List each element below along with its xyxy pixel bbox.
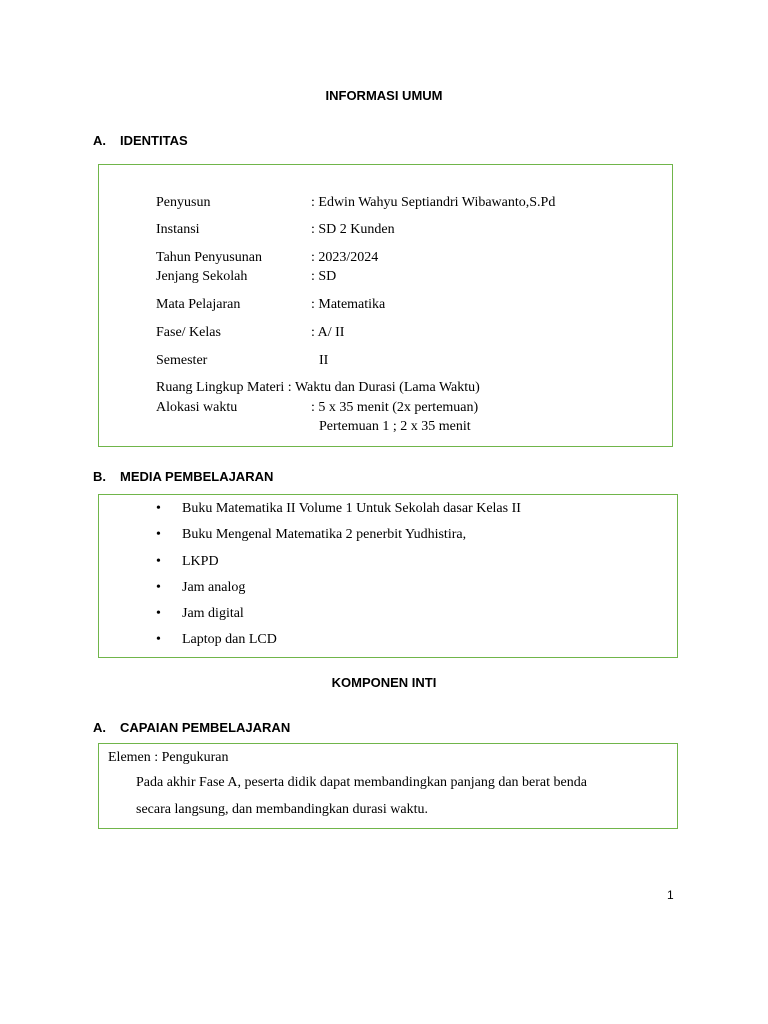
page-title: INFORMASI UMUM — [325, 88, 443, 103]
media-list-item: • Buku Matematika II Volume 1 Untuk Sekolah dasar Kelas II — [182, 502, 521, 516]
page-number: 1 — [667, 888, 674, 902]
identitas-value: : SD 2 Kunden — [311, 222, 395, 237]
media-list-item: • LKPD — [182, 555, 219, 569]
media-list-item: • Jam digital — [182, 607, 244, 621]
section-letter-capaian: A. — [93, 720, 106, 735]
section-heading-identitas: IDENTITAS — [120, 133, 188, 148]
identitas-value: : Edwin Wahyu Septiandri Wibawanto,S.Pd — [311, 195, 556, 210]
section-heading-media: MEDIA PEMBELAJARAN — [120, 469, 274, 484]
media-list-item: • Buku Mengenal Matematika 2 penerbit Yudhistira, — [182, 528, 466, 542]
identitas-label: Alokasi waktu — [156, 400, 238, 415]
identitas-label: Ruang Lingkup Materi : Waktu dan Durasi (Lama Waktu) — [156, 380, 480, 395]
identitas-value: : Matematika — [311, 297, 386, 312]
identitas-label: Semester — [156, 353, 208, 368]
identitas-value: Pertemuan 1 ; 2 x 35 menit — [319, 419, 471, 434]
identitas-value: II — [319, 353, 329, 368]
capaian-text-line: Pada akhir Fase A, peserta didik dapat membandingkan panjang dan berat benda — [136, 775, 587, 790]
identitas-label: Jenjang Sekolah — [156, 269, 248, 284]
identitas-value: : SD — [311, 269, 337, 284]
capaian-elemen: Elemen : Pengukuran — [108, 750, 229, 765]
identitas-value: : A/ II — [311, 325, 345, 340]
section-letter-media: B. — [93, 469, 106, 484]
komponen-inti-title: KOMPONEN INTI — [331, 675, 437, 690]
identitas-label: Instansi — [156, 222, 200, 237]
section-heading-capaian: CAPAIAN PEMBELAJARAN — [120, 720, 291, 735]
media-list-item: • Jam analog — [182, 581, 245, 595]
identitas-label: Mata Pelajaran — [156, 297, 241, 312]
identitas-value: : 5 x 35 menit (2x pertemuan) — [311, 400, 479, 415]
identitas-label: Fase/ Kelas — [156, 325, 221, 340]
capaian-text-line: secara langsung, dan membandingkan durasi waktu. — [136, 802, 428, 817]
identitas-value: : 2023/2024 — [311, 250, 379, 265]
media-list-item: • Laptop dan LCD — [182, 633, 277, 647]
identitas-label: Tahun Penyusunan — [156, 250, 262, 265]
section-letter-identitas: A. — [93, 133, 106, 148]
identitas-label: Penyusun — [156, 195, 211, 210]
